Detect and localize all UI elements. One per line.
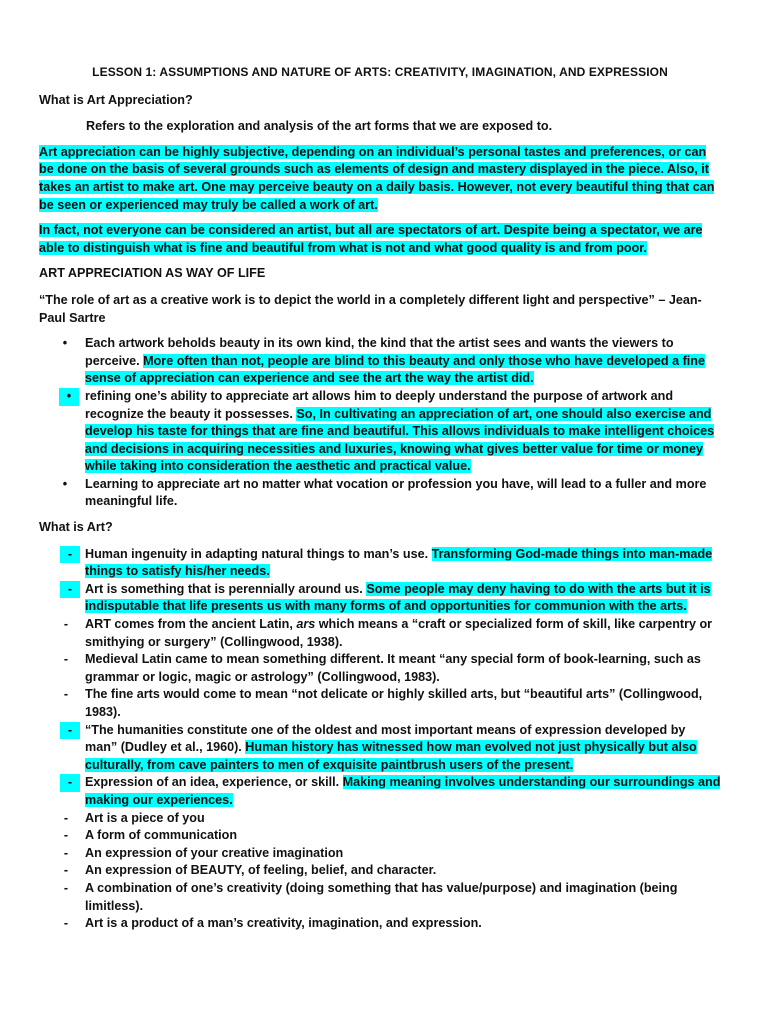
paragraph-spectators xyxy=(39,222,721,257)
item-text: A combination of one’s creativity (doing something that has value/purpose) and imagination (being limitless). xyxy=(85,880,678,913)
bullet-marker: • xyxy=(62,476,68,491)
list-item xyxy=(39,827,721,845)
list-item xyxy=(39,546,721,581)
dash-marker: - xyxy=(63,652,69,667)
dash-marker: - xyxy=(63,845,69,860)
item-text: A form of communication xyxy=(85,828,238,843)
highlighted-text: In fact, not everyone can be considered an artist, but all are spectators of art. Despite being a spectator, we are able to distinguish what is fine and beautiful from what is not and what good quality is and from poor. xyxy=(39,223,703,255)
sartre-quote: “The role of art as a creative work is to depict the world in a completely different light and perspective” – Jean-Paul Sartre xyxy=(39,292,702,325)
item-text: Human ingenuity in adapting natural things to man’s use. xyxy=(85,546,432,561)
item-text: Art is a piece of you xyxy=(85,810,205,825)
item-text: Art is something that is perennially around us. xyxy=(85,581,367,596)
item-text: “The humanities constitute one of the oldest and most important means of expression developed by man” (Dudley et al., 1960). xyxy=(85,722,686,755)
dash-marker: - xyxy=(60,722,80,740)
what-is-art-dash-list xyxy=(39,546,721,933)
bullet-marker: • xyxy=(62,336,68,351)
bullet-marker: • xyxy=(59,388,79,406)
lesson-title: LESSON 1: ASSUMPTIONS AND NATURE OF ARTS: CREATIVITY, IMAGINATION, AND EXPRESSION xyxy=(92,65,668,79)
dash-marker: - xyxy=(63,828,69,843)
list-item xyxy=(39,651,721,686)
bullet-text: Each artwork beholds beauty in its own kind, the kind that the artist sees and wants the viewers to perceive. xyxy=(85,336,674,368)
dash-marker: - xyxy=(63,617,69,632)
heading-what-is-art-appreciation: What is Art Appreciation? xyxy=(39,92,193,107)
list-item xyxy=(39,810,721,828)
item-text: Expression of an idea, experience, or skill. xyxy=(85,775,343,790)
dash-marker: - xyxy=(60,581,80,599)
item-text: An expression of BEAUTY, of feeling, belief, and character. xyxy=(85,863,437,878)
highlighted-text: Making meaning involves understanding our surroundings and making our experiences. xyxy=(85,775,721,807)
highlighted-text: Some people may deny having to do with the arts but it is indisputable that life presents us with many forms of and opportunities for communion with the arts. xyxy=(85,581,711,614)
dash-marker: - xyxy=(63,810,69,825)
item-text: An expression of your creative imagination xyxy=(85,845,344,860)
list-item xyxy=(39,616,721,651)
highlighted-text: More often than not, people are blind to this beauty and only those who have developed a fine sense of appreciation can experience and see the art the way the artist did. xyxy=(85,353,706,386)
list-item xyxy=(39,862,721,880)
highlighted-text: So, In cultivating an appreciation of art, one should also exercise and develop his taste for things that are fine and beautiful. This allows individuals to make intelligent choices and decisions in acquiring necessities and luxuries, knowing what gives better value for time or money while taking into consideration the aesthetic and practical value. xyxy=(85,406,715,474)
dash-marker: - xyxy=(63,687,69,702)
dash-marker: - xyxy=(63,880,69,895)
italic-term: ars xyxy=(296,617,316,632)
list-item xyxy=(39,845,721,863)
item-text: Medieval Latin came to mean something different. It meant “any special form of book-learning, such as grammar or logic, magic or astrology” (Collingwood, 1983). xyxy=(85,652,701,684)
list-item xyxy=(39,915,721,933)
bullet-text: refining one’s ability to appreciate art allows him to deeply understand the purpose of artwork and recognize the beauty it possesses. xyxy=(85,388,674,421)
bullet-text: Learning to appreciate art no matter what vocation or profession you have, will lead to a fuller and more meaningful life. xyxy=(85,476,707,509)
item-text: which means a “craft or specialized form of skill, like carpentry or smithying or surgery” (Collingwood, 1938). xyxy=(85,617,713,649)
item-text: Art is a product of a man’s creativity, imagination, and expression. xyxy=(85,916,482,931)
list-item xyxy=(39,722,721,775)
dash-marker: - xyxy=(63,916,69,931)
definition-text: Refers to the exploration and analysis of the art forms that we are exposed to. xyxy=(86,119,553,134)
list-item xyxy=(39,388,721,476)
list-item xyxy=(39,476,721,511)
list-item xyxy=(39,581,721,616)
list-item xyxy=(39,774,721,809)
heading-art-appreciation-way-of-life: ART APPRECIATION AS WAY OF LIFE xyxy=(39,266,266,281)
item-text: The fine arts would come to mean “not delicate or highly skilled arts, but “beautiful arts” (Collingwood, 1983). xyxy=(85,687,703,719)
item-text: ART comes from the ancient Latin, xyxy=(85,617,297,632)
highlighted-text: Transforming God-made things into man-made things to satisfy his/her needs. xyxy=(85,546,713,579)
list-item xyxy=(39,686,721,721)
list-item xyxy=(39,880,721,915)
highlighted-text: Art appreciation can be highly subjective, depending on an individual’s personal tastes and preferences, or can be done on the basis of several grounds such as elements of design and mastery displayed in the piece. Also, it takes an artist to make art. One may perceive beauty on a daily basis. However, not every beautiful thing that can be seen or experienced may truly be called a work of art. xyxy=(39,144,715,212)
dash-marker: - xyxy=(60,774,80,792)
appreciation-bullet-list xyxy=(39,335,721,511)
dash-marker: - xyxy=(63,863,69,878)
highlighted-text: Human history has witnessed how man evolved not just physically but also culturally, from cave painters to men of exquisite paintbrush users of the present. xyxy=(85,740,697,772)
heading-what-is-art: What is Art? xyxy=(39,520,113,535)
dash-marker: - xyxy=(60,546,80,564)
paragraph-subjective xyxy=(39,144,721,214)
list-item xyxy=(39,335,721,388)
